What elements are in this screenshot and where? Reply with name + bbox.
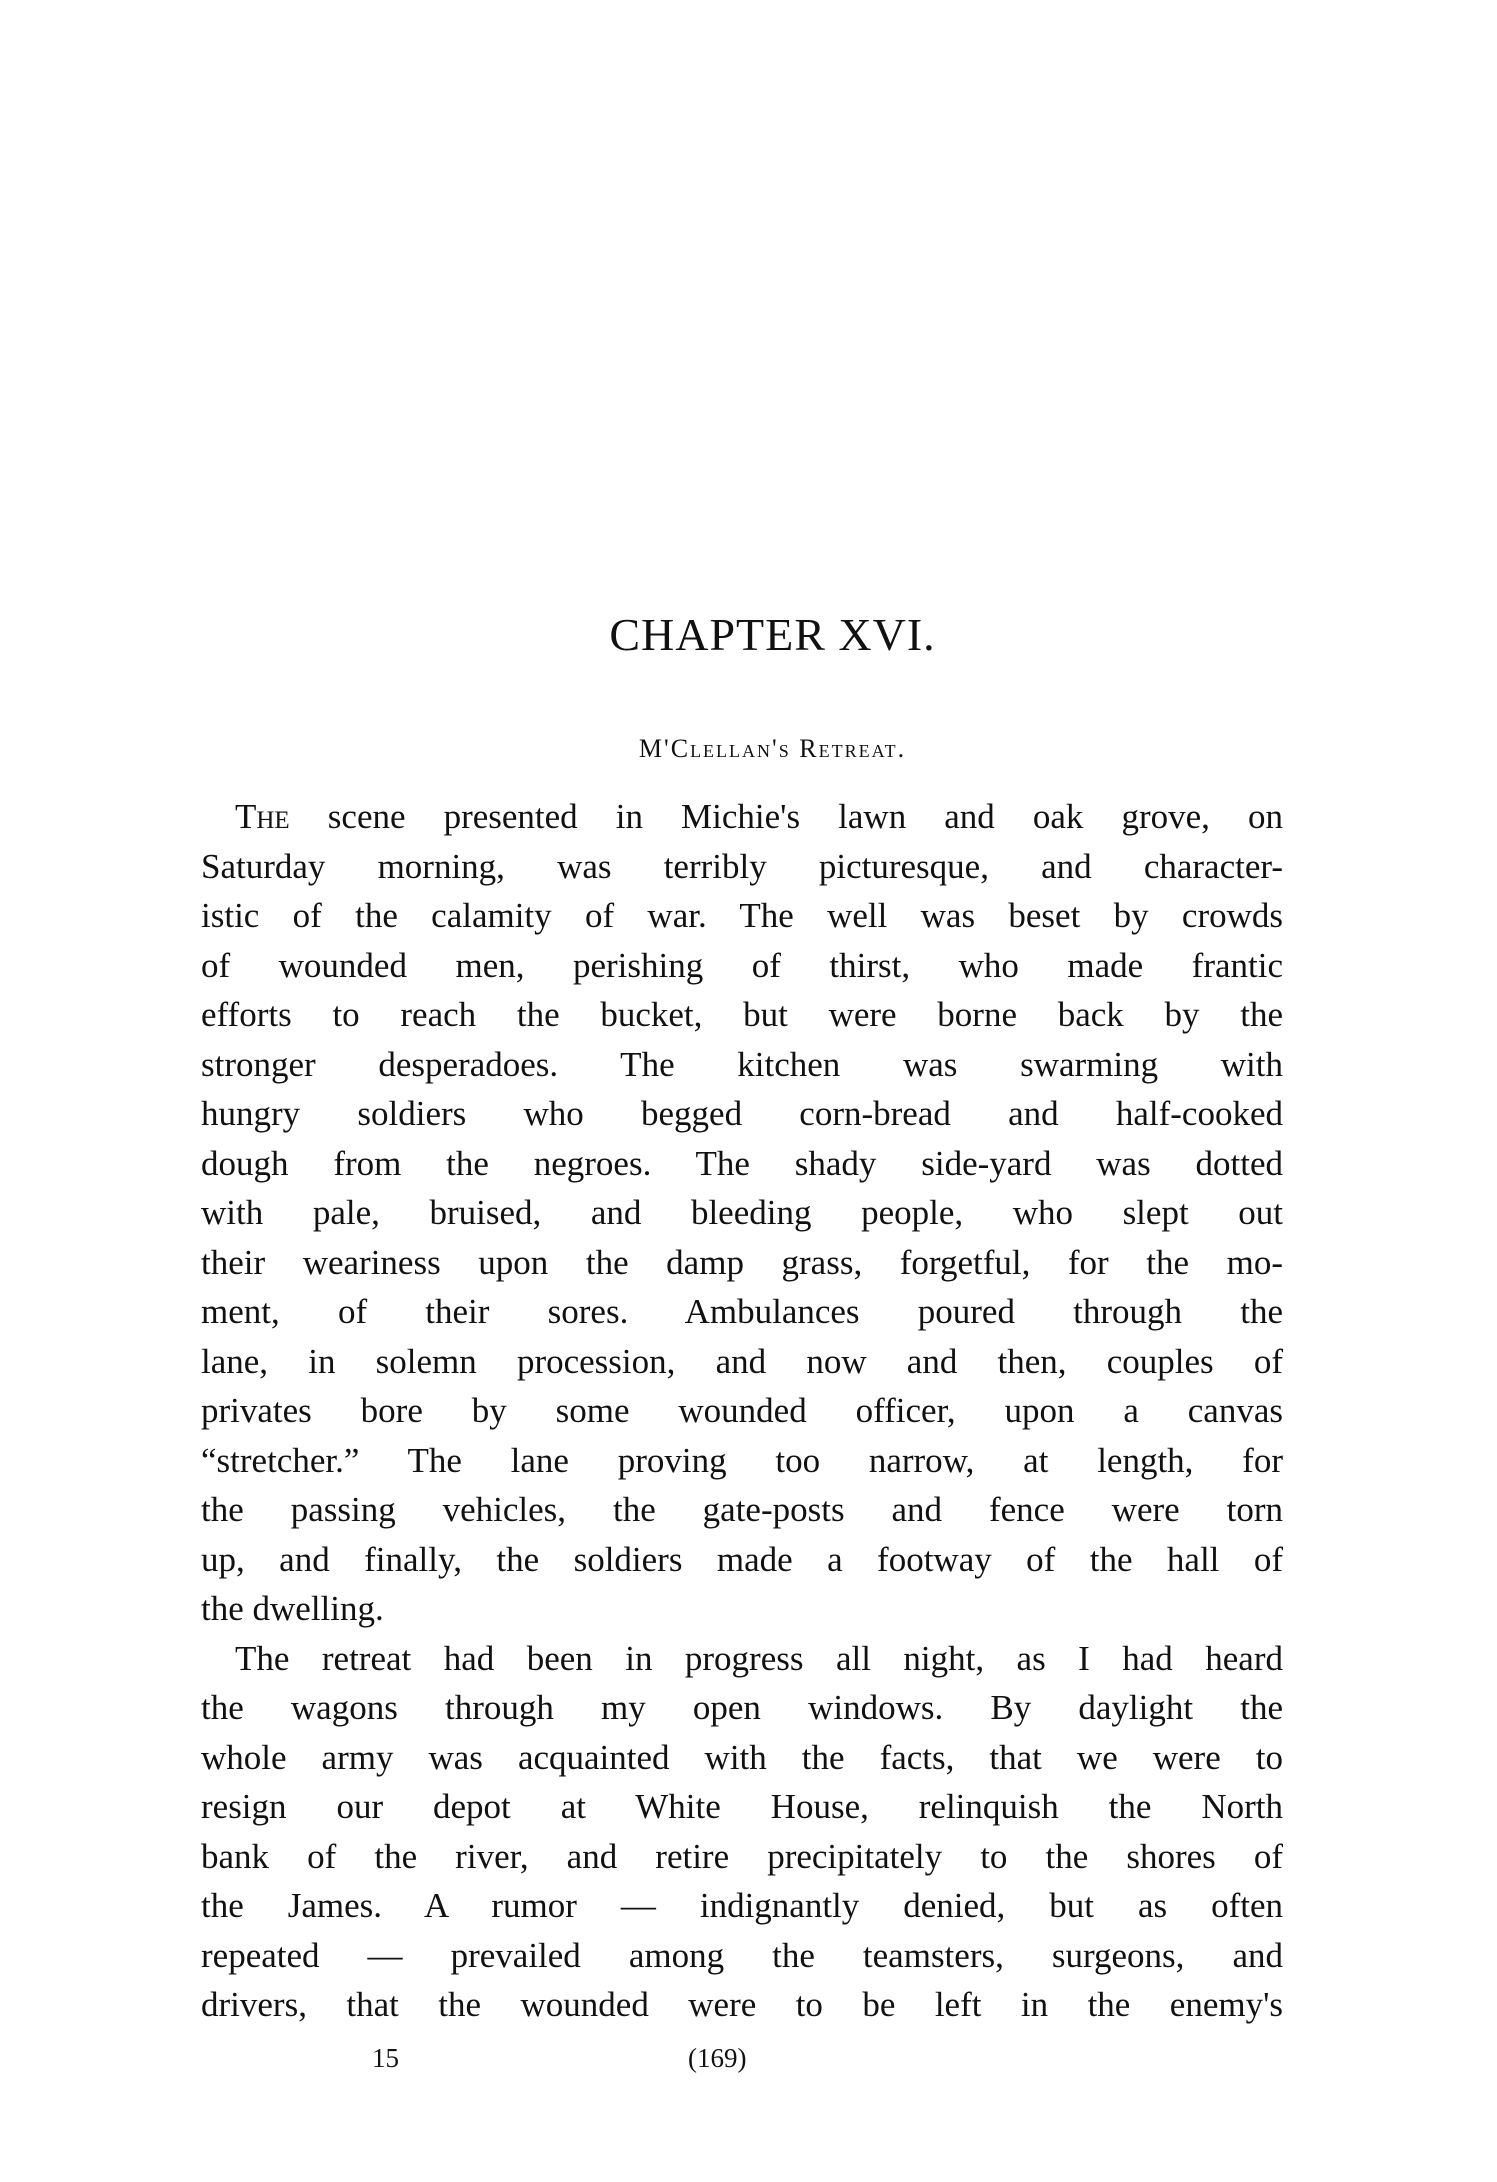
- text-line: [201, 1188, 1283, 1238]
- chapter-subtitle: M'Clellan's Retreat.: [638, 734, 907, 763]
- text-line: [201, 1683, 1283, 1733]
- line-text: the James. A rumor — indignantly denied, but as often: [201, 1886, 1283, 1925]
- line-text: whole army was acquainted with the facts, that we were to: [201, 1737, 1283, 1777]
- line-text: “stretcher.” The lane proving too narrow, at length, for: [201, 1440, 1283, 1480]
- text-line: [201, 1238, 1283, 1288]
- text-line: [201, 990, 1283, 1040]
- text-line: [201, 1782, 1283, 1832]
- text-line: [201, 1584, 1283, 1634]
- line-text: scene presented in Michie's lawn and oak grove, on: [289, 797, 1283, 836]
- line-text: privates bore by some wounded officer, upon a canvas: [201, 1391, 1283, 1430]
- line-text: the dwelling.: [201, 1589, 384, 1628]
- text-line: [201, 891, 1283, 941]
- line-text: up, and finally, the soldiers made a footway of the hall of: [201, 1539, 1283, 1579]
- text-line: [201, 1535, 1283, 1585]
- text-line: [201, 792, 1283, 842]
- text-line: [201, 1980, 1283, 2030]
- text-line: [201, 1832, 1283, 1882]
- line-text: bank of the river, and retire precipitately to the shores of: [201, 1836, 1283, 1876]
- text-line: [201, 842, 1283, 892]
- chapter-title: CHAPTER XVI.: [609, 609, 936, 660]
- text-line: [201, 1337, 1283, 1387]
- text-line: [201, 941, 1283, 991]
- text-line: [201, 1139, 1283, 1189]
- text-line: [201, 1634, 1283, 1684]
- line-text: istic of the calamity of war. The well was beset by crowds: [201, 896, 1283, 935]
- text-line: [201, 1386, 1283, 1436]
- text-line: [201, 1436, 1283, 1486]
- line-text: drivers, that the wounded were to be left in the enemy's: [201, 1985, 1283, 2024]
- text-line: [201, 1931, 1283, 1981]
- paragraph-2: [201, 1634, 1283, 2030]
- line-text: the wagons through my open windows. By daylight the: [201, 1688, 1283, 1727]
- body-text: [201, 792, 1283, 2030]
- line-text: lane, in solemn procession, and now and then, couples of: [201, 1341, 1283, 1381]
- line-text: efforts to reach the bucket, but were borne back by the: [201, 995, 1283, 1034]
- text-line: [201, 1287, 1283, 1337]
- line-text: stronger desperadoes. The kitchen was swarming with: [201, 1044, 1283, 1084]
- line-text: their weariness upon the damp grass, forgetful, for the mo-: [201, 1242, 1283, 1282]
- text-line: [201, 1485, 1283, 1535]
- line-text: of wounded men, perishing of thirst, who made frantic: [201, 945, 1283, 985]
- text-line: [201, 1733, 1283, 1783]
- line-text: repeated — prevailed among the teamsters, surgeons, and: [201, 1935, 1283, 1975]
- line-text: ment, of their sores. Ambulances poured through the: [201, 1292, 1283, 1331]
- line-text: the passing vehicles, the gate-posts and fence were torn: [201, 1490, 1283, 1529]
- signature-mark: 15: [372, 2043, 399, 2073]
- line-text: with pale, bruised, and bleeding people, who slept out: [201, 1193, 1283, 1232]
- page-number: (169): [688, 2043, 747, 2073]
- text-line: [201, 1089, 1283, 1139]
- line-text: resign our depot at White House, relinquish the North: [201, 1787, 1283, 1826]
- line-text: Saturday morning, was terribly picturesque, and character-: [201, 846, 1283, 886]
- line-text: dough from the negroes. The shady side-yard was dotted: [201, 1143, 1283, 1183]
- text-line: [201, 1881, 1283, 1931]
- line-text: hungry soldiers who begged corn-bread and half-cooked: [201, 1094, 1283, 1133]
- line-text: The retreat had been in progress all night, as I had heard: [235, 1638, 1283, 1678]
- text-line: [201, 1040, 1283, 1090]
- lead-word: The: [235, 797, 290, 836]
- paragraph-1: [201, 792, 1283, 1634]
